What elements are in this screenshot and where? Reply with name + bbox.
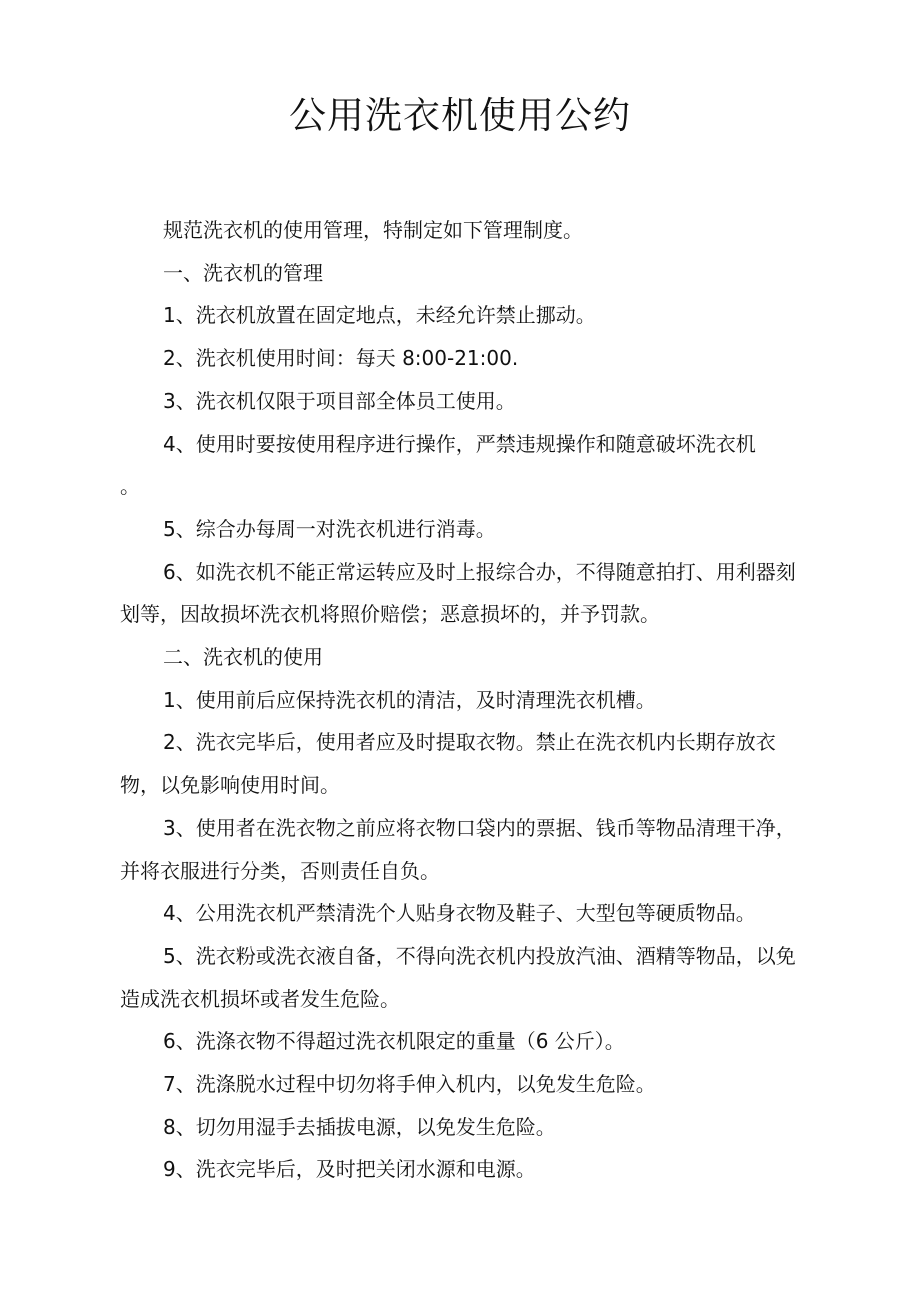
section-2-item-7: 7、洗涤脱水过程中切勿将手伸入机内，以免发生危险。: [163, 1072, 656, 1097]
section-2-item-5: 5、洗衣粉或洗衣液自备，不得向洗衣机内投放汽油、酒精等物品，以免造成洗衣机损坏或者发生危险。: [120, 943, 796, 1011]
section-2-item-1: 1、使用前后应保持洗衣机的清洁，及时清理洗衣机槽。: [163, 687, 656, 712]
section-2-item-2: 2、洗衣完毕后，使用者应及时提取衣物。禁止在洗衣机内长期存放衣物，以免影响使用时间。: [120, 730, 776, 798]
intro-paragraph: 规范洗衣机的使用管理，特制定如下管理制度。: [163, 218, 583, 242]
section-1-item-5: 5、综合办每周一对洗衣机进行消毒。: [163, 516, 496, 541]
section-1-item-1: 1、洗衣机放置在固定地点，未经允许禁止挪动。: [163, 303, 596, 328]
section-2-item-3: 3、使用者在洗衣物之前应将衣物口袋内的票据、钱币等物品清理干净，并将衣服进行分类，否则责任自负。: [120, 815, 796, 883]
section-1-heading: 一、洗衣机的管理: [163, 260, 323, 285]
document-title: 公用洗衣机使用公约: [289, 94, 631, 137]
section-1-item-6: 6、如洗衣机不能正常运转应及时上报综合办，不得随意拍打、用利器刻划等，因故损坏洗衣机将照价赔偿；恶意损坏的，并予罚款。: [120, 559, 796, 627]
section-1-item-4-overflow: 。: [120, 474, 140, 499]
section-2-item-4: 4、公用洗衣机严禁清洗个人贴身衣物及鞋子、大型包等硬质物品。: [163, 901, 756, 926]
section-1-item-2: 2、洗衣机使用时间：每天 8:00-21:00.: [163, 346, 519, 371]
section-2-item-9: 9、洗衣完毕后，及时把关闭水源和电源。: [163, 1157, 536, 1182]
section-2-item-8: 8、切勿用湿手去插拔电源，以免发生危险。: [163, 1114, 556, 1139]
section-1-item-3: 3、洗衣机仅限于项目部全体员工使用。: [163, 388, 516, 413]
section-1-item-4: 4、使用时要按使用程序进行操作，严禁违规操作和随意破坏洗衣机: [163, 431, 756, 456]
document-body: [120, 209, 810, 1191]
section-2-heading: 二、洗衣机的使用: [163, 645, 323, 670]
section-2-item-6: 6、洗涤衣物不得超过洗衣机限定的重量（6 公斤）。: [163, 1029, 625, 1054]
